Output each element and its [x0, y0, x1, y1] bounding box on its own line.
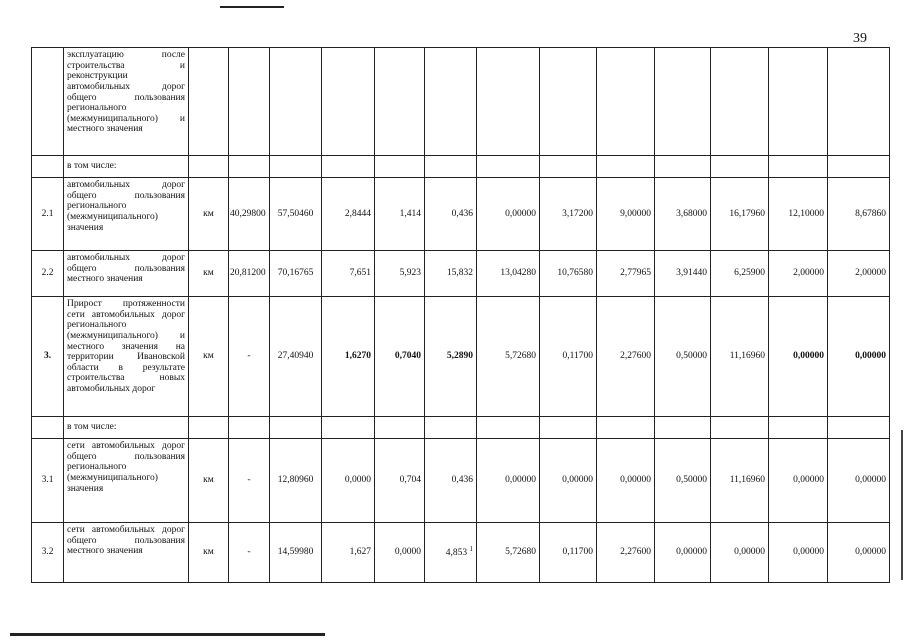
value-cell: 2,27600 [597, 523, 655, 583]
value-cell: 0,00000 [597, 439, 655, 523]
value-cell: 0,11700 [540, 297, 597, 417]
value-cell: 3,68000 [655, 178, 711, 251]
value-cell: 11,16960 [711, 439, 769, 523]
value-cell: 16,17960 [711, 178, 769, 251]
value-cell [540, 48, 597, 156]
unit-cell [189, 48, 229, 156]
value-cell [425, 523, 477, 583]
top-scan-line [220, 6, 284, 8]
table-row [32, 297, 890, 417]
unit-cell: км [189, 297, 229, 417]
value-cell: 0,00000 [477, 439, 540, 523]
row-description: эксплуатацию после строительства и реконструкции автомобильных дорог общего пользования регионального (межмуниципального) и местного значения [64, 48, 189, 156]
value-cell [655, 48, 711, 156]
value-cell: 0,436 [425, 439, 477, 523]
value-cell: 8,67860 [828, 178, 890, 251]
value-cell: 0,00000 [540, 439, 597, 523]
row-number [32, 48, 64, 156]
value-cell: 20,81200 [229, 251, 270, 297]
value-cell [425, 48, 477, 156]
row-number: 3. [32, 297, 64, 417]
value-cell: 27,40940 [270, 297, 322, 417]
value-cell: 2,8444 [322, 178, 375, 251]
value-cell: 2,00000 [828, 251, 890, 297]
value-cell: 70,16765 [270, 251, 322, 297]
value-cell: 0,00000 [711, 523, 769, 583]
value-cell: 0,00000 [769, 297, 828, 417]
row-description: автомобильных дорог общего пользования регионального (межмуниципального) значения [64, 178, 189, 251]
table-row [32, 251, 890, 297]
value-cell: 0,00000 [655, 523, 711, 583]
value-cell [477, 48, 540, 156]
row-description: автомобильных дорог общего пользования местного значения [64, 251, 189, 297]
value-cell: 5,2890 [425, 297, 477, 417]
value-cell: 0,00000 [769, 439, 828, 523]
value-cell: 6,25900 [711, 251, 769, 297]
value-cell: 40,29800 [229, 178, 270, 251]
value-cell: 10,76580 [540, 251, 597, 297]
footnote-marker: 1 [469, 545, 473, 554]
value-cell: 0,50000 [655, 297, 711, 417]
value-cell: 57,50460 [270, 178, 322, 251]
value-cell: - [229, 297, 270, 417]
value-cell: 1,627 [322, 523, 375, 583]
value-cell: 5,923 [375, 251, 425, 297]
value-cell [229, 48, 270, 156]
value-cell: 2,00000 [769, 251, 828, 297]
value-cell: 2,27600 [597, 297, 655, 417]
value-cell: 1,414 [375, 178, 425, 251]
value-cell [597, 48, 655, 156]
value-cell: 0,0000 [375, 523, 425, 583]
value-cell: 15,832 [425, 251, 477, 297]
value-cell: 0,00000 [828, 297, 890, 417]
unit-cell: км [189, 523, 229, 583]
value-cell [769, 48, 828, 156]
value-cell: 11,16960 [711, 297, 769, 417]
row-description: сети автомобильных дорог общего пользования местного значения [64, 523, 189, 583]
value-cell: 14,59980 [270, 523, 322, 583]
value-cell [322, 48, 375, 156]
value-cell: 0,00000 [477, 178, 540, 251]
value-cell: 0,436 [425, 178, 477, 251]
value-cell: 7,651 [322, 251, 375, 297]
value-cell: 0,00000 [769, 523, 828, 583]
value-cell: 0,00000 [828, 523, 890, 583]
value-cell: 0,11700 [540, 523, 597, 583]
value-cell: 0,0000 [322, 439, 375, 523]
value-cell: 0,50000 [655, 439, 711, 523]
value-cell: 3,91440 [655, 251, 711, 297]
table-row [32, 178, 890, 251]
value-cell [375, 48, 425, 156]
value-cell [711, 48, 769, 156]
row-description: сети автомобильных дорог общего пользования регионального (межмуниципального) значения [64, 439, 189, 523]
table-row [32, 523, 890, 583]
row-number: 2.1 [32, 178, 64, 251]
row-description: Прирост протяженности сети автомобильных дорог регионального (межмуниципального) и местного значения на территории Ивановской области в результате строительства новых автомобильных дорог [64, 297, 189, 417]
value-text: 4,853 [445, 548, 468, 559]
value-cell: - [229, 523, 270, 583]
value-cell: 12,80960 [270, 439, 322, 523]
row-number: 2.2 [32, 251, 64, 297]
bottom-scan-line [10, 633, 325, 636]
table-row [32, 417, 890, 439]
value-cell: 5,72680 [477, 523, 540, 583]
scan-edge-mark [901, 430, 903, 580]
value-cell: 2,77965 [597, 251, 655, 297]
value-cell: - [229, 439, 270, 523]
table-row [32, 48, 890, 156]
page-number: 39 [853, 31, 867, 46]
value-cell: 0,7040 [375, 297, 425, 417]
value-cell: 13,04280 [477, 251, 540, 297]
indicators-table [31, 47, 890, 583]
value-cell: 5,72680 [477, 297, 540, 417]
value-cell: 9,00000 [597, 178, 655, 251]
value-cell: 0,00000 [828, 439, 890, 523]
row-number: 3.1 [32, 439, 64, 523]
unit-cell: км [189, 439, 229, 523]
value-cell: 1,6270 [322, 297, 375, 417]
table-row [32, 439, 890, 523]
value-cell: 0,704 [375, 439, 425, 523]
value-cell: 3,17200 [540, 178, 597, 251]
value-cell [270, 48, 322, 156]
value-cell [828, 48, 890, 156]
subheading-label: в том числе: [64, 417, 189, 439]
unit-cell: км [189, 251, 229, 297]
table-row [32, 156, 890, 178]
row-number: 3.2 [32, 523, 64, 583]
value-cell: 12,10000 [769, 178, 828, 251]
subheading-label: в том числе: [64, 156, 189, 178]
unit-cell: км [189, 178, 229, 251]
